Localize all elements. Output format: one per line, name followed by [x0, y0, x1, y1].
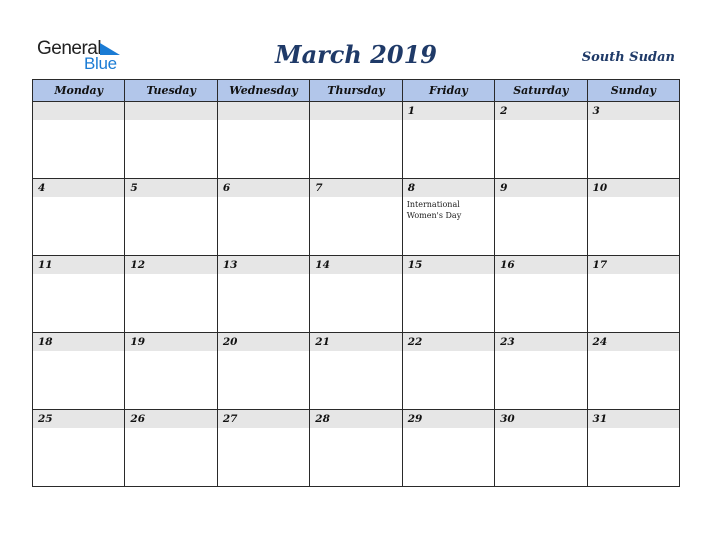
weekday-header: Friday: [402, 80, 494, 102]
day-cell: [402, 102, 494, 179]
day-number: 1: [403, 102, 494, 120]
day-cell: [495, 333, 587, 410]
week-row: [33, 179, 680, 256]
day-cell: [125, 333, 217, 410]
day-cell: [402, 410, 494, 487]
weekday-header: Tuesday: [125, 80, 217, 102]
day-number: 2: [495, 102, 586, 120]
country-name: South Sudan: [581, 50, 675, 65]
day-cell: [402, 179, 494, 256]
day-cell: [125, 256, 217, 333]
day-number: 6: [218, 179, 309, 197]
weekday-header: Saturday: [495, 80, 587, 102]
day-cell: [125, 410, 217, 487]
day-cell: [217, 179, 309, 256]
day-cell: [587, 102, 679, 179]
week-row: [33, 256, 680, 333]
day-number: 15: [403, 256, 494, 274]
day-number: 29: [403, 410, 494, 428]
day-cell: [33, 410, 125, 487]
day-cell: [402, 333, 494, 410]
day-cell: [310, 333, 402, 410]
day-number: 27: [218, 410, 309, 428]
day-cell: [587, 410, 679, 487]
day-cell: [217, 410, 309, 487]
day-number: 31: [588, 410, 679, 428]
day-cell: [495, 102, 587, 179]
day-number: 20: [218, 333, 309, 351]
week-row: [33, 102, 680, 179]
weekday-header: Sunday: [587, 80, 679, 102]
week-row: [33, 410, 680, 487]
day-number: 17: [588, 256, 679, 274]
day-number: [125, 102, 216, 120]
day-cell: [33, 102, 125, 179]
day-cell: [310, 102, 402, 179]
day-cell: [587, 256, 679, 333]
day-cell: [217, 333, 309, 410]
day-number: [218, 102, 309, 120]
day-cell: [402, 256, 494, 333]
day-number: 18: [33, 333, 124, 351]
day-number: 25: [33, 410, 124, 428]
day-number: 11: [33, 256, 124, 274]
day-number: 8: [403, 179, 494, 197]
logo-general-text: General: [37, 38, 102, 59]
calendar-title: March 2019: [275, 40, 437, 69]
day-number: 3: [588, 102, 679, 120]
day-cell: [310, 410, 402, 487]
day-number: [33, 102, 124, 120]
weekday-header: Thursday: [310, 80, 402, 102]
day-number: 30: [495, 410, 586, 428]
day-number: 13: [218, 256, 309, 274]
day-number: 22: [403, 333, 494, 351]
day-number: 21: [310, 333, 401, 351]
day-cell: [33, 179, 125, 256]
day-cell: [125, 102, 217, 179]
holiday-label: International Women's Day: [406, 200, 462, 220]
day-cell: [125, 179, 217, 256]
weekday-header: Wednesday: [217, 80, 309, 102]
day-number: 24: [588, 333, 679, 351]
weekday-header: Monday: [33, 80, 125, 102]
day-number: 9: [495, 179, 586, 197]
day-cell: [33, 256, 125, 333]
day-cell: [495, 410, 587, 487]
logo-blue-text: Blue: [84, 54, 117, 73]
day-cell: [217, 256, 309, 333]
day-number: 19: [125, 333, 216, 351]
day-number: 4: [33, 179, 124, 197]
day-number: 14: [310, 256, 401, 274]
day-cell: [310, 256, 402, 333]
day-number: 12: [125, 256, 216, 274]
day-number: [310, 102, 401, 120]
day-cell: [33, 333, 125, 410]
day-cell: [587, 179, 679, 256]
day-number: 23: [495, 333, 586, 351]
day-number: 10: [588, 179, 679, 197]
day-number: 7: [310, 179, 401, 197]
day-number: 26: [125, 410, 216, 428]
day-cell: [587, 333, 679, 410]
day-number: 5: [125, 179, 216, 197]
day-number: 16: [495, 256, 586, 274]
day-cell: [495, 179, 587, 256]
day-cell: [495, 256, 587, 333]
day-number: 28: [310, 410, 401, 428]
week-row: [33, 333, 680, 410]
day-cell: [217, 102, 309, 179]
calendar-grid: [32, 79, 680, 487]
day-cell: [310, 179, 402, 256]
weekday-header-row: [33, 80, 680, 102]
